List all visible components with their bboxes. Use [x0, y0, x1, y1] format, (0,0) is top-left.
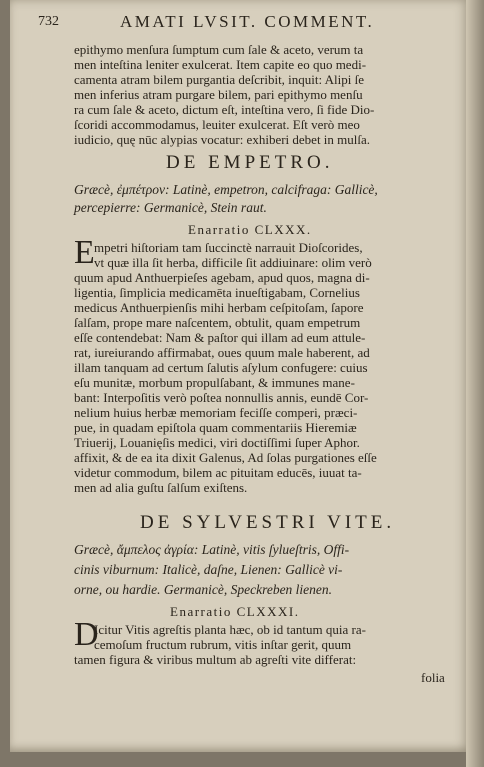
section-heading-empetro: DE EMPETRO. [166, 152, 334, 173]
page-number: 732 [38, 14, 59, 29]
text-line: medicus Anthuerpienſis mihi herbam ceſpitoſam, ſapore [74, 300, 364, 315]
synonym-line: percepierre: Germanicè, Stein raut. [74, 200, 267, 215]
text-line: Triuerij, Louanięſis medici, viri doctiſſimi ſuper Aphor. [74, 435, 360, 450]
text-line: eſu munitæ, morbum propulſabant, & immunes mane- [74, 375, 355, 390]
book-page [10, 0, 470, 752]
text-line: quum apud Anthuerpieſes agebam, apud quos, magna di- [74, 270, 370, 285]
enarratio-label: Enarratio CLXXXI. [170, 604, 300, 619]
text-line: ſalſam, prope mare naſcentem, obtulit, quam empetrum [74, 315, 361, 330]
running-title: AMATI LVSIT. COMMENT. [120, 12, 375, 31]
synonym-line: cinis viburnum: Italicè, daſne, Lienen: Gallicè vi- [74, 562, 343, 577]
text-line: nelium huius herbæ memoriam feciſſe comperi, præci- [74, 405, 358, 420]
text-line: cemoſum fructum rubrum, vitis inſtar gerit, quum [94, 637, 352, 652]
text-line: ſcoridi accommodamus, leuiter exulcerat. Eſt verò meo [74, 117, 360, 132]
text-line: tamen figura & viribus multum ab agreſti vite differat: [74, 652, 357, 667]
text-line: pue, in quadam epiſtola quam commentariis Hieremiæ [74, 420, 357, 435]
text-line: epithymo menſura ſumptum cum ſale & aceto, verum ta [74, 42, 364, 57]
text-line: iudicio, quę nūc alypias vocatur: exhiberi debet in mulſa. [74, 132, 371, 147]
drop-cap: D [74, 616, 99, 653]
text-line: men inteſtina leniter exulcerat. Item capite eo quo medi- [74, 57, 367, 72]
text-line: rat, iureiurando affirmabat, oues quum male haberent, ad [74, 345, 370, 360]
drop-cap: E [74, 234, 95, 271]
section-heading-sylvestri-vite: DE SYLVESTRI VITE. [140, 512, 396, 533]
text-line: men inferius atram purgare bilem, pari epithymo menſu [74, 87, 363, 102]
synonym-line: orne, ou hardie. Germanicè, Speckreben lienen. [74, 582, 333, 597]
text-line: videtur commodum, bilem ac pituitam educēs, iuuat ta- [74, 465, 362, 480]
text-line: ra cum ſale & aceto, dictum eſt, inteſtina vero, ſi fide Dio- [74, 102, 375, 117]
text-line: ligentia, ſimplicia medicamēta inueſtigabam, Cornelius [74, 285, 360, 300]
book-gutter [466, 0, 484, 767]
text-line: camenta atram bilem purgantia deſcribit, inquit: Alipi ſe [74, 72, 365, 87]
text-line: bant: Interpoſitis verò poſtea nonnullis annis, eundē Cor- [74, 390, 369, 405]
text-line: affixit, & de ea ita dixit Galenus, Ad ſolas purgationes eſſe [74, 450, 377, 465]
catchword: folia [421, 670, 445, 685]
synonym-line: Græcè, ἄμπελος ἀγρία: Latinè, vitis ſylueſtris, Offi- [74, 542, 350, 557]
enarratio-label: Enarratio CLXXX. [188, 222, 312, 237]
text-line: vt quæ illa ſit herba, difficile ſit addiuinare: olim verò [94, 255, 372, 270]
synonym-line: Græcè, ἐμπέτρον: Latinè, empetron, calcifraga: Gallicè, [74, 182, 378, 197]
page-header [38, 12, 450, 34]
text-line: eſſe contendebat: Nam & paſtor qui illam ad eum attule- [74, 330, 366, 345]
text-line: men ad alia guſtu ſalſum exiſtens. [74, 480, 248, 495]
text-line: mpetri hiſtoriam tam ſuccinctè narrauit Dioſcorides, [94, 240, 363, 255]
text-line: illam tanquam ad certum ſalutis aſylum confugere: cuius [74, 360, 368, 375]
text-line: Icitur Vitis agreſtis planta hæc, ob id tantum quia ra- [94, 622, 366, 637]
